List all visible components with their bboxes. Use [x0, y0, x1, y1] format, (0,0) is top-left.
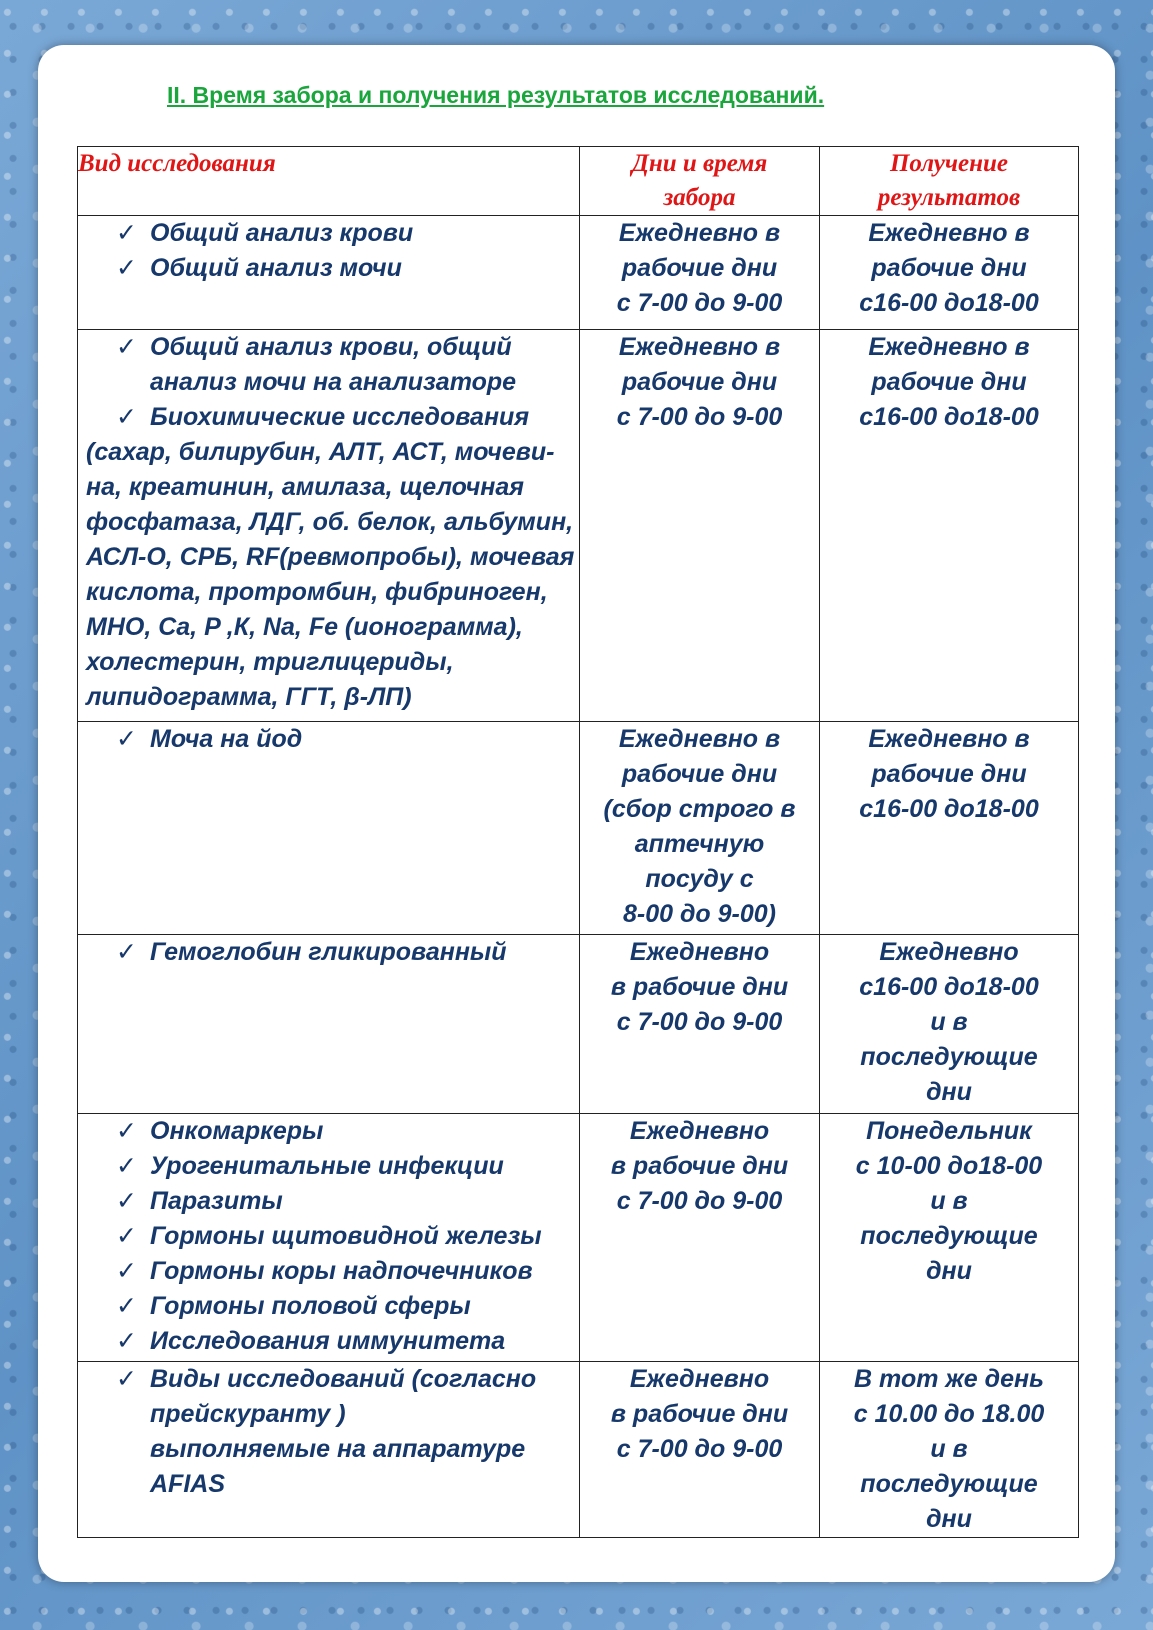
header-collection-time: Дни и время забора [580, 147, 820, 216]
collection-time-cell: Ежедневно в рабочие дни с 7-00 до 9-00 [580, 216, 820, 330]
results-time-cell: Ежедневно в рабочие дни с16-00 до18-00 [820, 216, 1079, 330]
study-type-cell [78, 330, 580, 722]
list-item-continuation: прейскуранту ) выполняемые на аппаратуре AFIAS [150, 1400, 526, 1498]
results-time-cell: В тот же день с 10.00 до 18.00 и в последующие дни [820, 1362, 1079, 1538]
check-icon: ✓ [116, 1187, 137, 1215]
check-icon: ✓ [116, 1327, 137, 1355]
table-row [78, 330, 1079, 722]
check-icon: ✓ [116, 1292, 137, 1320]
list-item: ✓ Общий анализ мочи [78, 251, 579, 286]
list-item: ✓ Урогенитальные инфекции [78, 1149, 579, 1184]
table-row [78, 722, 1079, 935]
check-icon: ✓ [116, 403, 137, 431]
table-row [78, 1114, 1079, 1362]
check-icon: ✓ [116, 1365, 137, 1393]
list-item: ✓ Общий анализ крови [78, 216, 579, 251]
study-type-cell [78, 1114, 580, 1362]
list-item: ✓ Исследования иммунитета [78, 1324, 579, 1359]
list-item: ✓ Биохимические исследования [78, 400, 579, 435]
list-item-continuation: анализ мочи на анализаторе [150, 368, 517, 396]
collection-time-cell: Ежедневно в рабочие дни (сбор строго в аптечную посуду с 8-00 до 9-00) [580, 722, 820, 935]
results-time-cell: Ежедневно в рабочие дни с16-00 до18-00 [820, 330, 1079, 722]
collection-time-cell: Ежедневно в рабочие дни с 7-00 до 9-00 [580, 330, 820, 722]
check-icon: ✓ [116, 725, 137, 753]
results-time-cell: Ежедневно в рабочие дни с16-00 до18-00 [820, 722, 1079, 935]
list-item: ✓ Общий анализ крови, общий [78, 330, 579, 365]
collection-time-cell: Ежедневно в рабочие дни с 7-00 до 9-00 [580, 1362, 820, 1538]
check-icon: ✓ [116, 219, 137, 247]
collection-time-cell: Ежедневно в рабочие дни с 7-00 до 9-00 [580, 935, 820, 1114]
check-icon: ✓ [116, 254, 137, 282]
list-item: ✓ Гормоны щитовидной железы [78, 1219, 579, 1254]
check-icon: ✓ [116, 938, 137, 966]
table-row [78, 1362, 1079, 1538]
study-type-cell [78, 1362, 580, 1538]
page-title: II. Время забора и получения результатов исследований. [167, 82, 825, 108]
study-type-cell [78, 216, 580, 330]
schedule-table [77, 146, 1079, 1538]
check-icon: ✓ [116, 1257, 137, 1285]
list-item: ✓ Паразиты [78, 1184, 579, 1219]
check-icon: ✓ [116, 1117, 137, 1145]
list-item: ✓ Гормоны половой сферы [78, 1289, 579, 1324]
header-study-type: Вид исследования [78, 147, 580, 216]
study-type-cell [78, 935, 580, 1114]
list-item: ✓ Виды исследований (согласно [78, 1362, 579, 1397]
study-type-cell [78, 722, 580, 935]
results-time-cell: Понедельник с 10-00 до18-00 и в последующие дни [820, 1114, 1079, 1362]
table-row [78, 935, 1079, 1114]
check-icon: ✓ [116, 1222, 137, 1250]
collection-time-cell: Ежедневно в рабочие дни с 7-00 до 9-00 [580, 1114, 820, 1362]
results-time-cell: Ежедневно с16-00 до18-00 и в последующие дни [820, 935, 1079, 1114]
biochemistry-details: (сахар, билирубин, АЛТ, АСТ, мочеви- на, креатинин, амилаза, щелочная фосфатаза, ЛДГ, об. белок, альбумин, АСЛ-О, СРБ, RF(ревмопробы), мочевая кислота, протромбин, фибриноген, МНО, Ca, P ,К, Na, Fe (ионограмма), холестерин, триглицериды, липидограмма, ГГТ, β-ЛП) [86, 438, 575, 711]
table-header-row [78, 147, 1079, 216]
list-item: ✓ Гемоглобин гликированный [78, 935, 579, 970]
check-icon: ✓ [116, 1152, 137, 1180]
check-icon: ✓ [116, 333, 137, 361]
list-item: ✓ Онкомаркеры [78, 1114, 579, 1149]
list-item: ✓ Моча на йод [78, 722, 579, 757]
list-item: ✓ Гормоны коры надпочечников [78, 1254, 579, 1289]
table-row [78, 216, 1079, 330]
header-results: Получение результатов [820, 147, 1079, 216]
